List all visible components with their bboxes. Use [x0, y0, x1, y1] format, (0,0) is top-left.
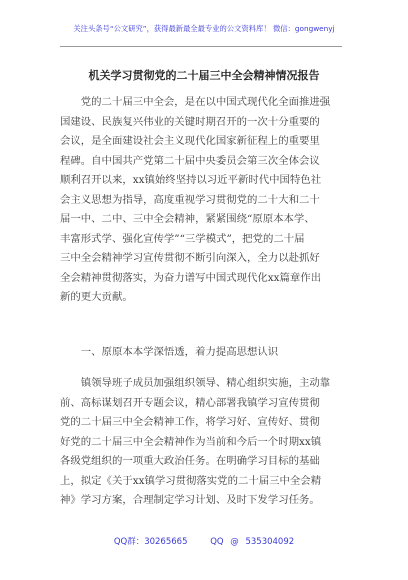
text-line: 丰富形式学、强化宣传学”“三学模式”，把党的二十届 [60, 232, 305, 245]
text-line: 程碑。自中国共产党第二十届中央委员会第三次全体会议 [60, 154, 320, 167]
text-line: 会议，是全面建设社会主义现代化国家新征程上的重要里 [60, 135, 320, 147]
footer-contacts [0, 535, 408, 547]
text-line: 前、高标谋划召开专题会议，精心部署我镇学习宣传贯彻 [60, 396, 320, 409]
text-line: 顺利召开以来，xx镇始终坚持以习近平新时代中国特色社 [60, 174, 322, 186]
text-line: 上，拟定《关于xx镇学习贯彻落实党的二十届三中全会精 [60, 474, 322, 487]
paragraph-1 [60, 93, 348, 308]
text-line: 三中全会精神学习宣传贯彻不断引向深入，全力以赴抓好 [60, 252, 320, 264]
text-line: 好党的二十届三中全会精神作为当前和今后一个时期xx镇 [60, 435, 322, 448]
text-line: 国建设、民族复兴伟业的关键时期召开的一次十分重要的 [60, 115, 320, 128]
header-divider [60, 46, 342, 47]
section-heading-1: 一、原原本本学深悟透，着力提高思想认识 [60, 346, 279, 358]
text-line: 新的更大贡献。 [60, 291, 133, 303]
document-title: 机关学习贯彻党的二十届三中全会精神情况报告 [88, 69, 320, 82]
footer-qq-group: QQ群：30265665 [113, 537, 188, 547]
text-line: 党的二十届三中全会精神工作，将学习好、宣传好、贯彻 [60, 416, 320, 428]
footer-qq-contact: QQ @ 535304092 [210, 537, 295, 547]
text-line: 全会精神贯彻落实，为奋力谱写中国式现代化xx篇章作出 [60, 271, 322, 284]
text-line: 神》学习方案，合理制定学习计划、及时下发学习任务。 [60, 494, 320, 506]
text-line: 各级党组织的一项重大政治任务。在明确学习目标的基础 [60, 455, 320, 467]
text-line: 党的二十届三中全会，是在以中国式现代化全面推进强 [60, 96, 331, 108]
paragraph-2 [60, 374, 348, 511]
header-banner: 关注头条号“公文研究”，获得最新最全最专业的公文资料库！ 微信：gongwenyj [73, 24, 335, 33]
text-line: 届一中、二中、三中全会精神，紧紧围绕“原原本本学、 [60, 213, 315, 225]
text-line: 镇领导班子成员加强组织领导、精心组织实施，主动靠 [60, 377, 331, 389]
text-line: 会主义思想为指导，高度重视学习贯彻党的二十大和二十 [60, 193, 320, 206]
